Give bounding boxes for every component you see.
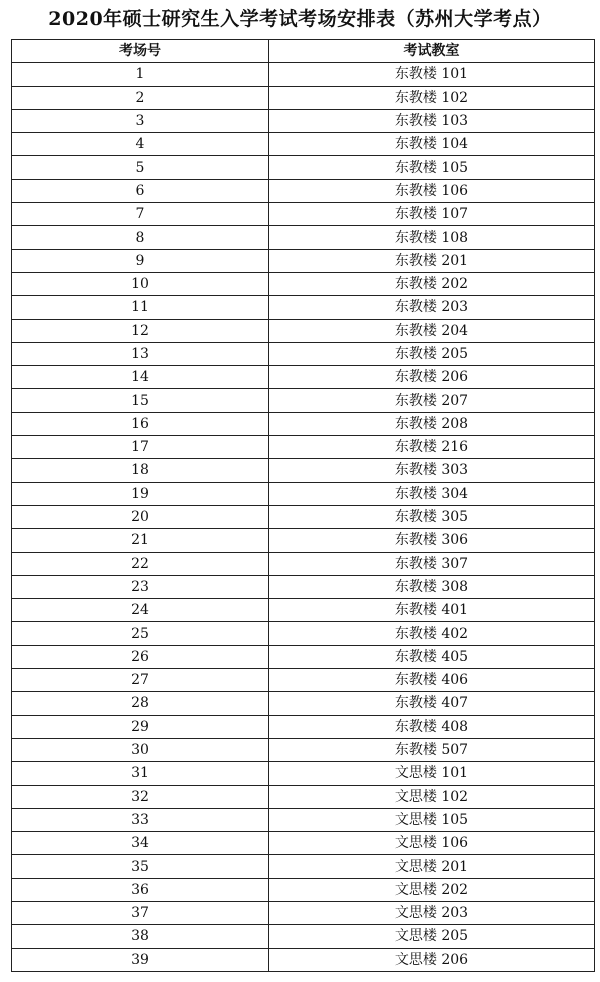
room-number-cell: 36 bbox=[12, 878, 269, 901]
room-number-cell: 22 bbox=[12, 552, 269, 575]
room-number-cell: 33 bbox=[12, 808, 269, 831]
classroom-cell: 东教楼 207 bbox=[269, 389, 595, 412]
table-row bbox=[12, 203, 595, 226]
room-number-cell: 19 bbox=[12, 482, 269, 505]
classroom-cell: 东教楼 303 bbox=[269, 459, 595, 482]
column-header-room-number: 考场号 bbox=[12, 40, 269, 63]
classroom-cell: 东教楼 205 bbox=[269, 342, 595, 365]
room-number-cell: 2 bbox=[12, 86, 269, 109]
table-row bbox=[12, 832, 595, 855]
room-number-cell: 16 bbox=[12, 412, 269, 435]
room-number-cell: 3 bbox=[12, 109, 269, 132]
room-number-cell: 39 bbox=[12, 948, 269, 971]
classroom-cell: 文思楼 202 bbox=[269, 878, 595, 901]
room-number-cell: 4 bbox=[12, 133, 269, 156]
table-row bbox=[12, 482, 595, 505]
classroom-cell: 东教楼 406 bbox=[269, 669, 595, 692]
table-row bbox=[12, 272, 595, 295]
table-row bbox=[12, 319, 595, 342]
classroom-cell: 东教楼 507 bbox=[269, 738, 595, 761]
table-row bbox=[12, 878, 595, 901]
table-row bbox=[12, 436, 595, 459]
classroom-cell: 东教楼 308 bbox=[269, 575, 595, 598]
room-number-cell: 26 bbox=[12, 645, 269, 668]
classroom-cell: 东教楼 202 bbox=[269, 272, 595, 295]
room-number-cell: 28 bbox=[12, 692, 269, 715]
classroom-cell: 文思楼 201 bbox=[269, 855, 595, 878]
table-row bbox=[12, 692, 595, 715]
table-row bbox=[12, 529, 595, 552]
table-row bbox=[12, 296, 595, 319]
room-number-cell: 37 bbox=[12, 901, 269, 924]
room-number-cell: 35 bbox=[12, 855, 269, 878]
table-row bbox=[12, 63, 595, 86]
classroom-cell: 东教楼 304 bbox=[269, 482, 595, 505]
room-number-cell: 12 bbox=[12, 319, 269, 342]
room-number-cell: 30 bbox=[12, 738, 269, 761]
room-number-cell: 21 bbox=[12, 529, 269, 552]
table-row bbox=[12, 552, 595, 575]
classroom-cell: 文思楼 106 bbox=[269, 832, 595, 855]
classroom-cell: 东教楼 401 bbox=[269, 599, 595, 622]
table-row bbox=[12, 948, 595, 971]
classroom-cell: 东教楼 305 bbox=[269, 505, 595, 528]
table-row bbox=[12, 226, 595, 249]
table-row bbox=[12, 738, 595, 761]
classroom-cell: 东教楼 105 bbox=[269, 156, 595, 179]
classroom-cell: 东教楼 307 bbox=[269, 552, 595, 575]
page-title: 2020年硕士研究生入学考试考场安排表（苏州大学考点） bbox=[48, 8, 552, 30]
room-number-cell: 24 bbox=[12, 599, 269, 622]
room-number-cell: 38 bbox=[12, 925, 269, 948]
classroom-cell: 东教楼 203 bbox=[269, 296, 595, 319]
classroom-cell: 东教楼 103 bbox=[269, 109, 595, 132]
table-row bbox=[12, 901, 595, 924]
classroom-cell: 东教楼 102 bbox=[269, 86, 595, 109]
classroom-cell: 文思楼 101 bbox=[269, 762, 595, 785]
table-row bbox=[12, 762, 595, 785]
classroom-cell: 东教楼 201 bbox=[269, 249, 595, 272]
room-number-cell: 27 bbox=[12, 669, 269, 692]
table-row bbox=[12, 645, 595, 668]
table-row bbox=[12, 179, 595, 202]
classroom-cell: 东教楼 402 bbox=[269, 622, 595, 645]
classroom-cell: 东教楼 106 bbox=[269, 179, 595, 202]
table-row bbox=[12, 669, 595, 692]
classroom-cell: 文思楼 205 bbox=[269, 925, 595, 948]
table-row bbox=[12, 412, 595, 435]
table-header-row bbox=[12, 40, 595, 63]
table-row bbox=[12, 342, 595, 365]
table-row bbox=[12, 575, 595, 598]
table-row bbox=[12, 715, 595, 738]
classroom-cell: 东教楼 216 bbox=[269, 436, 595, 459]
room-number-cell: 34 bbox=[12, 832, 269, 855]
table-row bbox=[12, 459, 595, 482]
table-row bbox=[12, 785, 595, 808]
room-number-cell: 29 bbox=[12, 715, 269, 738]
table-row bbox=[12, 366, 595, 389]
classroom-cell: 东教楼 206 bbox=[269, 366, 595, 389]
table-row bbox=[12, 249, 595, 272]
table-row bbox=[12, 855, 595, 878]
room-number-cell: 9 bbox=[12, 249, 269, 272]
room-number-cell: 15 bbox=[12, 389, 269, 412]
table-row bbox=[12, 156, 595, 179]
classroom-cell: 文思楼 206 bbox=[269, 948, 595, 971]
room-number-cell: 23 bbox=[12, 575, 269, 598]
room-number-cell: 14 bbox=[12, 366, 269, 389]
room-number-cell: 6 bbox=[12, 179, 269, 202]
table-row bbox=[12, 86, 595, 109]
classroom-cell: 文思楼 102 bbox=[269, 785, 595, 808]
classroom-cell: 东教楼 408 bbox=[269, 715, 595, 738]
room-number-cell: 13 bbox=[12, 342, 269, 365]
room-number-cell: 32 bbox=[12, 785, 269, 808]
table-row bbox=[12, 389, 595, 412]
column-header-classroom: 考试教室 bbox=[269, 40, 595, 63]
classroom-cell: 东教楼 405 bbox=[269, 645, 595, 668]
room-number-cell: 18 bbox=[12, 459, 269, 482]
classroom-cell: 东教楼 104 bbox=[269, 133, 595, 156]
table-row bbox=[12, 505, 595, 528]
room-number-cell: 10 bbox=[12, 272, 269, 295]
table-row bbox=[12, 109, 595, 132]
room-number-cell: 1 bbox=[12, 63, 269, 86]
table-body bbox=[12, 63, 595, 972]
classroom-cell: 东教楼 204 bbox=[269, 319, 595, 342]
classroom-cell: 东教楼 101 bbox=[269, 63, 595, 86]
room-number-cell: 7 bbox=[12, 203, 269, 226]
room-number-cell: 20 bbox=[12, 505, 269, 528]
table-row bbox=[12, 599, 595, 622]
room-number-cell: 25 bbox=[12, 622, 269, 645]
classroom-cell: 东教楼 108 bbox=[269, 226, 595, 249]
room-number-cell: 31 bbox=[12, 762, 269, 785]
classroom-cell: 东教楼 306 bbox=[269, 529, 595, 552]
exam-room-table bbox=[11, 39, 595, 972]
table-row bbox=[12, 925, 595, 948]
table-row bbox=[12, 808, 595, 831]
table-row bbox=[12, 133, 595, 156]
room-number-cell: 5 bbox=[12, 156, 269, 179]
classroom-cell: 文思楼 105 bbox=[269, 808, 595, 831]
room-number-cell: 8 bbox=[12, 226, 269, 249]
classroom-cell: 东教楼 107 bbox=[269, 203, 595, 226]
room-number-cell: 17 bbox=[12, 436, 269, 459]
classroom-cell: 东教楼 208 bbox=[269, 412, 595, 435]
table-row bbox=[12, 622, 595, 645]
classroom-cell: 东教楼 407 bbox=[269, 692, 595, 715]
room-number-cell: 11 bbox=[12, 296, 269, 319]
classroom-cell: 文思楼 203 bbox=[269, 901, 595, 924]
